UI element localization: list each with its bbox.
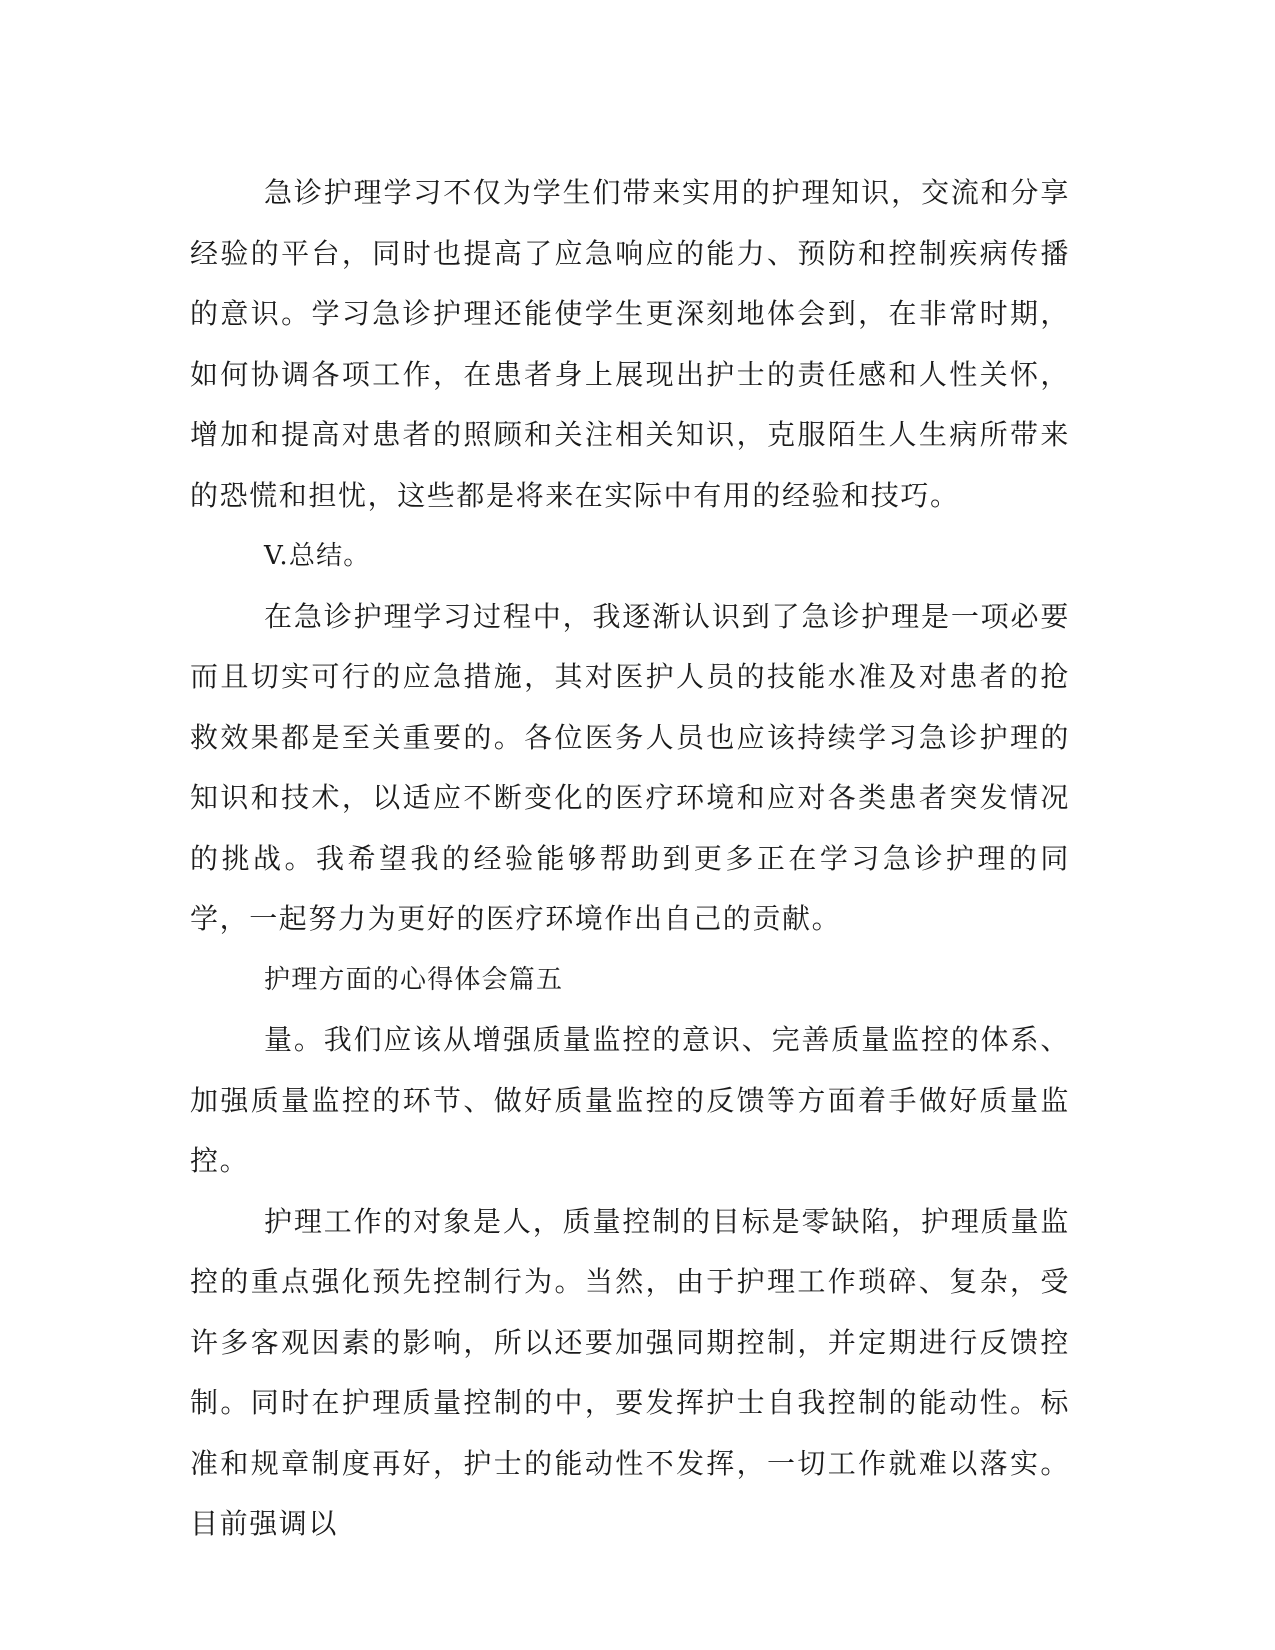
paragraph-emergency-nursing-benefits: 急诊护理学习不仅为学生们带来实用的护理知识，交流和分享经验的平台，同时也提高了应急响应的能力、预防和控制疾病传播的意识。学习急诊护理还能使学生更深刻地体会到，在非常时期，如何协调各项工作，在患者身上展现出护士的责任感和人性关怀，增加和提高对患者的照顾和关注相关知识，克服陌生人生病所带来的恐慌和担忧，这些都是将来在实际中有用的经验和技巧。 [190,176,1070,512]
section-heading-part-five: 护理方面的心得体会篇五 [264,964,564,995]
paragraph-quality-control: 护理工作的对象是人，质量控制的目标是零缺陷，护理质量监控的重点强化预先控制行为。当然，由于护理工作琐碎、复杂，受许多客观因素的影响，所以还要加强同期控制，并定期进行反馈控制。同时在护理质量控制的中，要发挥护士自我控制的能动性。标准和规章制度再好，护士的能动性不发挥，一切工作就难以落实。目前强调以 [190,1204,1070,1540]
paragraph-summary: 在急诊护理学习过程中，我逐渐认识到了急诊护理是一项必要而且切实可行的应急措施，其对医护人员的技能水准及对患者的抢救效果都是至关重要的。各位医务人员也应该持续学习急诊护理的知识和技术，以适应不断变化的医疗环境和应对各类患者突发情况的挑战。我希望我的经验能够帮助到更多正在学习急诊护理的同学，一起努力为更好的医疗环境作出自己的贡献。 [190,599,1070,935]
paragraph-quality-monitoring: 量。我们应该从增强质量监控的意识、完善质量监控的体系、加强质量监控的环节、做好质量监控的反馈等方面着手做好质量监控。 [190,1023,1070,1177]
document-body [190,163,1070,1555]
section-heading-summary: V.总结。 [264,541,371,571]
